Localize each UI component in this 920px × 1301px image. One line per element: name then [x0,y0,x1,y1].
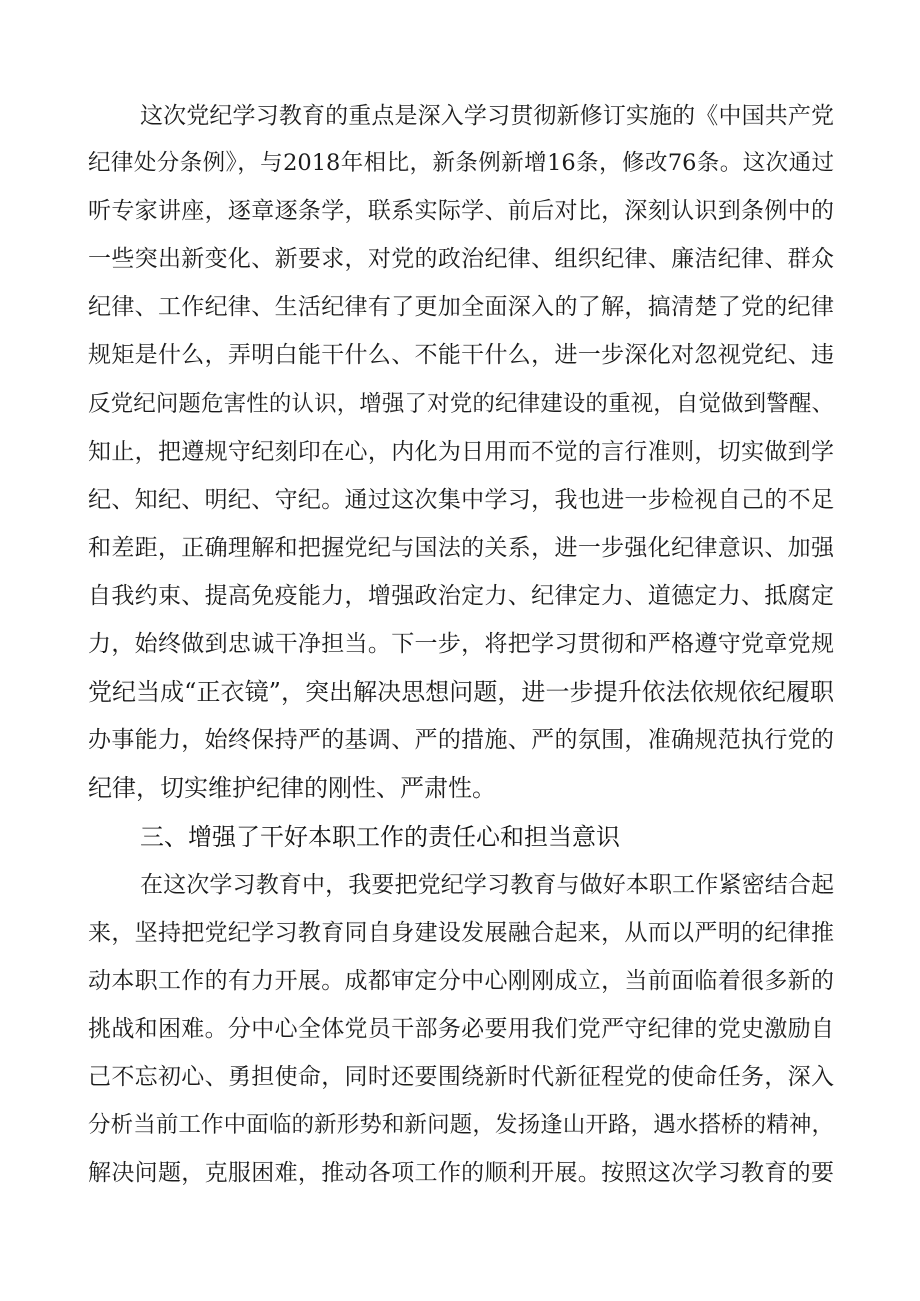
paragraph-1-line-11: 自我约束、提高免疫能力，增强政治定力、纪律定力、道德定力、抵腐定 [88,583,834,609]
paragraph-2-line-7: 解决问题，克服困难，推动各项工作的顺利开展。按照这次学习教育的要 [88,1160,834,1186]
paragraph-1-line-5: 纪律、工作纪律、生活纪律有了更加全面深入的了解，搞清楚了党的纪律 [88,294,834,320]
paragraph-1-line-2: 纪律处分条例》，与2018年相比，新条例新增16条，修改76条。这次通过 [88,150,834,176]
paragraph-1-line-8: 知止，把遵规守纪刻印在心，内化为日用而不觉的言行准则，切实做到学 [88,439,834,465]
paragraph-1-line-10: 和差距，正确理解和把握党纪与国法的关系，进一步强化纪律意识、加强 [88,535,834,561]
paragraph-1-line-9: 纪、知纪、明纪、守纪。通过这次集中学习，我也进一步检视自己的不足 [88,487,834,513]
paragraph-2-line-1: 在这次学习教育中，我要把党纪学习教育与做好本职工作紧密结合起 [140,872,834,898]
paragraph-1-line-7: 反党纪问题危害性的认识，增强了对党的纪律建设的重视，自觉做到警醒、 [88,391,834,417]
paragraph-1-line-13: 党纪当成“正衣镜”，突出解决思想问题，进一步提升依法依规依纪履职 [88,678,834,706]
section-heading: 三、增强了干好本职工作的责任心和担当意识 [140,823,620,851]
paragraph-1-line-14: 办事能力，始终保持严的基调、严的措施、严的氛围，准确规范执行党的 [88,727,834,753]
paragraph-2-line-6: 分析当前工作中面临的新形势和新问题，发扬逢山开路，遇水搭桥的精神， [88,1112,834,1138]
paragraph-1-line-4: 一些突出新变化、新要求，对党的政治纪律、组织纪律、廉洁纪律、群众 [88,246,834,272]
paragraph-1-line-12: 力，始终做到忠诚干净担当。下一步，将把学习贯彻和严格遵守党章党规 [88,631,834,657]
paragraph-2-line-2: 来，坚持把党纪学习教育同自身建设发展融合起来，从而以严明的纪律推 [88,920,834,946]
paragraph-1-line-15: 纪律，切实维护纪律的刚性、严肃性。 [88,774,496,802]
paragraph-2-line-3: 动本职工作的有力开展。成都审定分中心刚刚成立，当前面临着很多新的 [88,968,834,994]
paragraph-1-line-3: 听专家讲座，逐章逐条学，联系实际学、前后对比，深刻认识到条例中的 [88,198,834,224]
paragraph-1-line-6: 规矩是什么，弄明白能干什么、不能干什么，进一步深化对忽视党纪、违 [88,342,834,368]
paragraph-2-line-4: 挑战和困难。分中心全体党员干部务必要用我们党严守纪律的党史激励自 [88,1016,834,1042]
paragraph-2-line-5: 己不忘初心、勇担使命，同时还要围绕新时代新征程党的使命任务，深入 [88,1064,834,1090]
paragraph-1-line-1: 这次党纪学习教育的重点是深入学习贯彻新修订实施的《中国共产党 [140,103,834,129]
